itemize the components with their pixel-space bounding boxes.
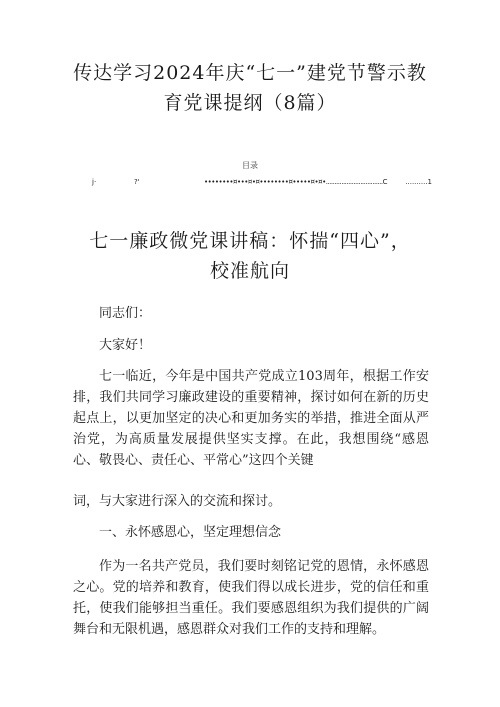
- paragraph-salutation: 同志们：: [99, 306, 152, 321]
- paragraph-greeting: 大家好！: [99, 338, 152, 353]
- toc-heading: 目录: [242, 161, 258, 170]
- toc-page-number: ..........1: [405, 178, 432, 186]
- paragraph-intro: 七一临近，今年是中国共产党成立103周年，根据工作安排，我们共同学习廉政建设的重要精神，探讨如何在新的历史起点上，以更加坚定的决心和更加务实的举措，推进全面从严治党，为高质量发展提供坚实支撑。在此，我想围绕“感恩心、敬畏心、责任心、平常心”这四个关键: [73, 369, 429, 468]
- toc-marker-a: j·: [92, 178, 97, 186]
- subheading-one: 一、永怀感恩心，坚定理想信念: [99, 525, 282, 540]
- toc-leader: ••••••••¤•••¤•¤••••••••¤•••••¤•¤•.................................C: [204, 178, 388, 186]
- paragraph-body-one: 作为一名共产党员，我们要时刻铭记党的恩情，永怀感恩之心。党的培养和教育，使我们得以成长进步，党的信任和重托，使我们能够担当重任。我们要感恩组织为我们提供的广阔舞台和无限机遇，感恩群众对我们工作的支持和理解。: [73, 559, 429, 637]
- paragraph-intro-continued: 词，与大家进行深入的交流和探讨。: [73, 494, 282, 509]
- document-title: 传达学习2024年庆“七一”建党节警示教育党课提纲（8篇）: [73, 62, 427, 114]
- section-title: 七一廉政微党课讲稿：怀揣“四心”，校准航向: [89, 230, 411, 282]
- toc-entry[interactable]: [92, 178, 432, 190]
- toc-marker-b: ?': [134, 178, 140, 186]
